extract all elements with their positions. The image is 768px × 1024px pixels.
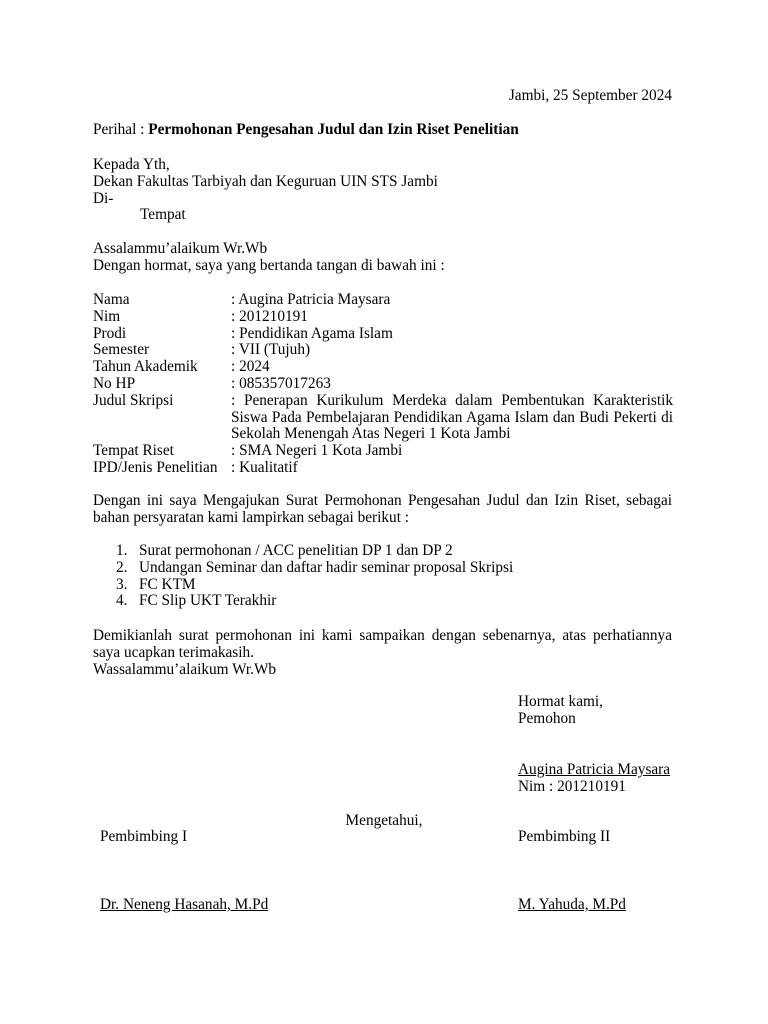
identity-row-jenis-penelitian	[93, 460, 673, 477]
list-item-number: 1.	[116, 542, 128, 559]
identity-value: 085357017263	[239, 374, 331, 392]
list-item	[93, 577, 673, 594]
identity-label: Nim	[93, 307, 121, 325]
identity-label: Nama	[93, 291, 130, 308]
separator: :	[231, 374, 236, 392]
identity-value-cell	[231, 443, 673, 460]
identity-value: SMA Negeri 1 Kota Jambi	[239, 442, 403, 460]
recipient-name: Dekan Fakultas Tarbiyah dan Keguruan UIN STS Jambi	[93, 172, 438, 190]
closing-salam: Wassalammu’alaikum Wr.Wb	[93, 660, 277, 678]
recipient-salutation: Kepada Yth,	[93, 156, 170, 173]
closing-block	[93, 628, 672, 678]
recipient-di: Di-	[93, 189, 114, 207]
request-paragraph: Dengan ini saya Mengajukan Surat Permohonan Pengesahan Judul dan Izin Riset, sebagai bahan persyaratan kami lampirkan sebagai berikut :	[93, 492, 672, 526]
opening-salam: Assalammu’alaikum Wr.Wb	[93, 240, 268, 257]
identity-label: IPD/Jenis Penelitian	[93, 458, 218, 476]
separator: :	[231, 442, 236, 460]
list-item-number: 2.	[116, 558, 128, 576]
identity-value-cell	[231, 309, 673, 326]
list-item	[93, 543, 673, 560]
identity-row-tempat-riset	[93, 443, 673, 460]
identity-value-cell	[231, 376, 673, 393]
advisor-1-title: Pembimbing I	[100, 828, 188, 845]
identity-row-nim	[93, 309, 673, 326]
identity-value-cell	[231, 326, 673, 343]
identity-value-cell	[231, 342, 673, 359]
separator: :	[231, 324, 236, 342]
separator: :	[231, 358, 236, 376]
identity-row-prodi	[93, 326, 673, 343]
letter-date: Jambi, 25 September 2024	[508, 87, 672, 104]
identity-value: 2024	[239, 358, 270, 376]
subject-line	[93, 122, 673, 139]
identity-value-cell	[231, 460, 673, 477]
applicant-name: Augina Patricia Maysara	[518, 761, 671, 778]
identity-row-nama	[93, 292, 673, 309]
identity-table	[93, 292, 673, 477]
list-item	[93, 560, 673, 577]
advisor-2-name-wrapper	[518, 897, 718, 914]
separator: :	[231, 458, 236, 476]
separator: :	[231, 291, 236, 308]
list-item-text: Surat permohonan / ACC penelitian DP 1 dan DP 2	[139, 542, 453, 559]
identity-label: Judul Skripsi	[93, 391, 174, 409]
identity-row-tahun-akademik	[93, 359, 673, 376]
identity-label: Tahun Akademik	[93, 358, 198, 376]
identity-label: Tempat Riset	[93, 442, 174, 460]
identity-value-cell	[231, 393, 673, 443]
separator: :	[231, 341, 236, 359]
subject-text: Permohonan Pengesahan Judul dan Izin Riset Penelitian	[148, 121, 519, 138]
signature-greeting: Hormat kami,	[518, 693, 603, 710]
approval-heading: Mengetahui,	[345, 812, 423, 829]
subject-label: Perihal :	[93, 121, 145, 138]
applicant-signature-name-block	[518, 762, 718, 796]
recipient-place: Tempat	[140, 206, 186, 224]
list-item-text: FC Slip UKT Terakhir	[139, 592, 277, 610]
list-item-text: FC KTM	[139, 575, 196, 593]
attachment-list	[93, 543, 673, 610]
identity-value: Penerapan Kurikulum Merdeka dalam Pembentukan Karakteristik Siswa Pada Pembelajaran Pendidikan Agama Islam dan Budi Pekerti di Sekolah Menengah Atas Negeri 1 Kota Jambi	[231, 391, 673, 443]
identity-row-semester	[93, 342, 673, 359]
closing-paragraph: Demikianlah surat permohonan ini kami sampaikan dengan sebenarnya, atas perhatiannya saya ucapkan terimakasih.	[93, 627, 672, 661]
recipient-block	[93, 157, 673, 224]
identity-row-no-hp	[93, 376, 673, 393]
advisor-1-name-wrapper	[100, 897, 350, 914]
identity-value: Kualitatif	[239, 458, 298, 476]
greeting-block	[93, 241, 673, 275]
identity-value: Pendidikan Agama Islam	[239, 324, 393, 342]
applicant-signature-header	[518, 694, 718, 728]
identity-value-cell	[231, 292, 673, 309]
identity-label: No HP	[93, 374, 136, 392]
identity-label: Semester	[93, 341, 150, 359]
advisor-2-title: Pembimbing II	[518, 828, 611, 845]
identity-label: Prodi	[93, 324, 127, 342]
advisor-1-name: Dr. Neneng Hasanah, M.Pd	[100, 896, 269, 913]
separator: :	[231, 307, 236, 325]
identity-row-judul-skripsi	[93, 393, 673, 443]
applicant-nim: Nim : 201210191	[518, 777, 626, 795]
identity-value: Augina Patricia Maysara	[238, 291, 391, 308]
list-item	[93, 593, 673, 610]
list-item-number: 4.	[116, 592, 128, 610]
identity-value: 201210191	[239, 307, 308, 325]
signature-role: Pemohon	[518, 709, 576, 727]
identity-value: VII (Tujuh)	[238, 341, 311, 359]
opening-intro: Dengan hormat, saya yang bertanda tangan di bawah ini :	[93, 256, 445, 274]
advisor-2-name: M. Yahuda, M.Pd	[518, 896, 626, 913]
separator: :	[231, 391, 236, 409]
identity-value-cell	[231, 359, 673, 376]
list-item-text: Undangan Seminar dan daftar hadir seminar proposal Skripsi	[139, 558, 514, 576]
list-item-number: 3.	[116, 575, 128, 593]
